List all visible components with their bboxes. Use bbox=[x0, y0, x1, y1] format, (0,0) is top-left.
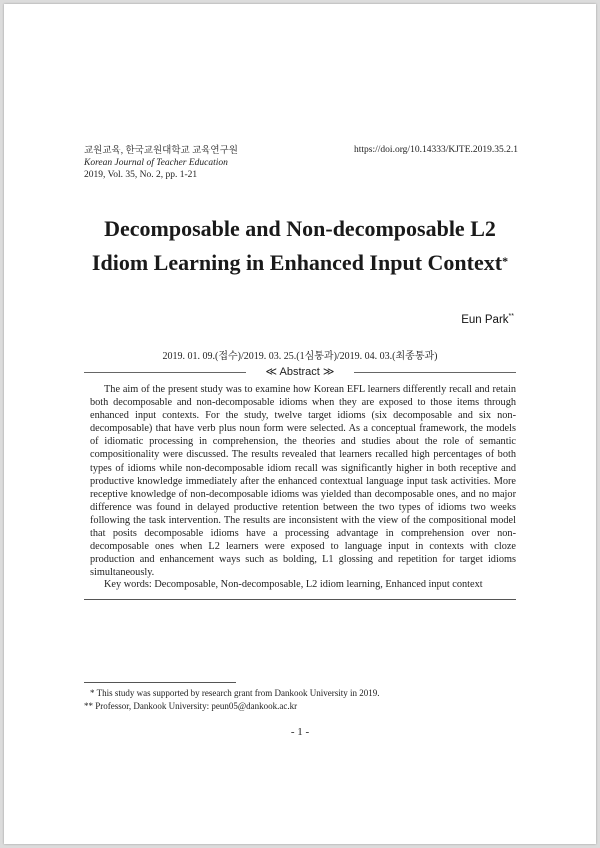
abstract-label: ≪ Abstract ≫ bbox=[265, 366, 335, 378]
journal-issue: 2019, Vol. 35, No. 2, pp. 1-21 bbox=[84, 170, 198, 180]
title-line-2-text: Idiom Learning in Enhanced Input Context bbox=[91, 250, 503, 275]
abstract-rule-right bbox=[354, 372, 516, 373]
footnote-2: ** Professor, Dankook University: peun05@dankook.ac.kr bbox=[84, 701, 298, 711]
footnote-rule bbox=[84, 682, 236, 683]
page-number: - 1 - bbox=[290, 726, 310, 738]
paper-title bbox=[44, 212, 556, 280]
doi-link[interactable]: https://doi.org/10.14333/KJTE.2019.35.2.1 bbox=[354, 145, 518, 155]
abstract-heading bbox=[84, 365, 516, 379]
keywords: Key words: Decomposable, Non-decomposable, L2 idiom learning, Enhanced input context bbox=[104, 579, 483, 590]
journal-name: Korean Journal of Teacher Education bbox=[84, 158, 228, 168]
title-footnote-mark: * bbox=[502, 254, 509, 268]
author-name: Eun Park bbox=[461, 313, 509, 326]
journal-info bbox=[84, 145, 238, 181]
submission-dates: 2019. 01. 09.(접수)/2019. 03. 25.(1심통과)/2019. 04. 03.(최종통과) bbox=[162, 351, 438, 362]
title-line-1: Decomposable and Non-decomposable L2 bbox=[104, 216, 496, 241]
abstract-bottom-rule bbox=[84, 599, 516, 600]
title-line-2 bbox=[44, 246, 556, 280]
abstract-body: The aim of the present study was to examine how Korean EFL learners differently recall and retain both decomposable and non-decomposable idioms when they are exposed to those items through enhanced input contexts. For the study, twelve target idioms (six decomposable and six non-decomposable) that have verb plus noun form were selected. As a conceptual framework, the models of idiomatic processing in comprehension, the theories and studies about the role of semantic compositionality were discussed. The results revealed that learners recalled high percentages of both types of idioms while non-decomposable idiom recall was significantly higher in both receptive and productive knowledge immediately after the enhanced contextual language input task activities. More receptive knowledge of non-decomposable idioms was yielded than decomposable ones, and no major difference was found in delayed productive retention between the two types of idioms two weeks following the task intervention. The results are inconsistent with the view of the compositional model that posits decomposable idioms have a processing advantage in comprehension over non-decomposable ones when L2 learners were exposed to language input in contexts with cloze production and enhancement ways such as bolding, L1 glossing and repetition for target idioms simultaneously. bbox=[90, 384, 516, 579]
author bbox=[461, 313, 514, 326]
footnote-1: * This study was supported by research grant from Dankook University in 2019. bbox=[90, 688, 380, 698]
document-page bbox=[4, 4, 596, 844]
author-footnote-mark: ** bbox=[508, 313, 514, 320]
publisher-line: 교원교육, 한국교원대학교 교육연구원 bbox=[84, 146, 238, 156]
